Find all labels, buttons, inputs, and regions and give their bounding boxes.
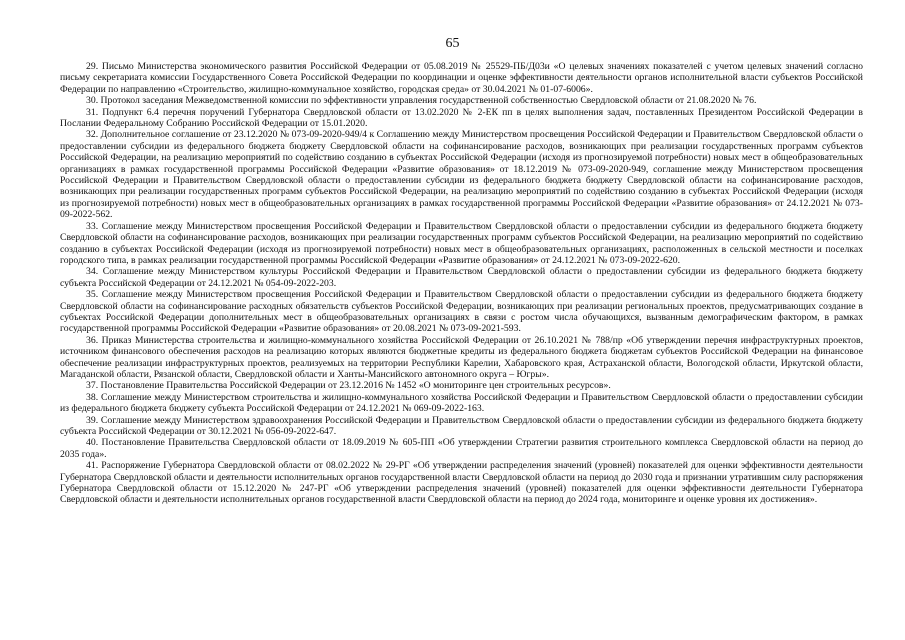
paragraph-40: 40. Постановление Правительства Свердловской области от 18.09.2019 № 605-ПП «Об утверждении Стратегии развития строительного комплекса Свердловской области на период до 2035 года». [60,437,863,460]
paragraph-29: 29. Письмо Министерства экономического развития Российской Федерации от 05.08.2019 № 25529-ПБ/Д03и «О целевых значениях показателей с учетом целевых значений согласно письму секретариата комиссии Государственного Совета Российской Федерации по координации и оценке эффективности деятельности органов исполнительной власти субъектов Российской Федерации по направлению «Строительство, жилищно-коммунальное хозяйство, городская среда» от 30.04.2021 № 01-07-6006». [60,61,863,95]
paragraph-30: 30. Протокол заседания Межведомственной комиссии по эффективности управления государственной собственностью Свердловской области от 21.08.2020 № 76. [86,95,757,107]
paragraph-32: 32. Дополнительное соглашение от 23.12.2020 № 073-09-2020-949/4 к Соглашению между Министерством просвещения Российской Федерации и Правительством Свердловской области о предоставлении субсидии из федерального бюджета бюджету Свердловской области на софинансирование расходов, возникающих при реализации государственных программ субъектов Российской Федерации, на реализацию мероприятий по содействию созданию в субъектах Российской Федерации (исходя из прогнозируемой потребности) новых мест в общеобразовательных организациях в рамках государственной программы Российской Федерации «Развитие образования» от 18.12.2019 № 073-09-2020-949, соглашение между Министерством просвещения Российской Федерации и Правительством Свердловской области о предоставлении субсидии из федерального бюджета бюджету Свердловской области на софинансирование расходов, возникающих при реализации государственных программ субъектов Российской Федерации, на реализацию мероприятий по содействию созданию в субъектах Российской Федерации (исходя из прогнозируемой потребности) новых мест в общеобразовательных организациях в рамках государственной программы Российской Федерации «Развитие образования» от 24.12.2021 № 073-09-2022-562. [60,129,863,221]
paragraph-38: 38. Соглашение между Министерством строительства и жилищно-коммунального хозяйства Российской Федерации и Правительством Свердловской области о предоставлении субсидии из федерального бюджета бюджету субъекта Российской Федерации от 24.12.2021 № 069-09-2022-163. [60,391,863,415]
paragraph-33: 33. Соглашение между Министерством просвещения Российской Федерации и Правительством Свердловской области о предоставлении субсидии из федерального бюджета бюджету Свердловской области на софинансирование расходов, возникающих при реализации государственных программ субъектов Российской Федерации, на реализацию мероприятий по содействию созданию в субъектах Российской Федерации (исходя из прогнозируемой потребности) новых мест в общеобразовательных организациях, расположенных в сельской местности и поселках городского типа, в рамках реализации государственной программы Российской Федерации «Развитие образования» от 24.12.2021 № 073-09-2022-620. [60,220,863,266]
paragraph-35: 35. Соглашение между Министерством просвещения Российской Федерации и Правительством Свердловской области о предоставлении субсидии из федерального бюджета бюджету Свердловской области на софинансирование расходных обязательств субъектов Российской Федерации, возникающих при реализации региональных проектов, предусматривающих создание в субъектах Российской Федерации дополнительных мест в общеобразовательных организациях в связи с ростом числа обучающихся, вызванным демографическим фактором, в рамках государственной программы Российской Федерации «Развитие образования» от 20.08.2021 № 073-09-2021-593. [60,289,863,335]
paragraph-34: 34. Соглашение между Министерством культуры Российской Федерации и Правительством Свердловской области о предоставлении субсидии из федерального бюджета бюджету субъекта Российской Федерации от 24.12.2021 № 054-09-2022-203. [60,266,863,289]
document-body [60,61,863,506]
paragraph-37: 37. Постановление Правительства Российской Федерации от 23.12.2016 № 1452 «О мониторинге цен строительных ресурсов». [86,380,611,392]
paragraph-31: 31. Подпункт 6.4 перечня поручений Губернатора Свердловской области от 13.02.2020 № 2-ЕК пп в целях выполнения задач, поставленных Президентом Российской Федерации в Послании Федеральному Собранию Российской Федерации от 15.01.2020. [60,106,863,130]
paragraph-39: 39. Соглашение между Министерством здравоохранения Российской Федерации и Правительством Свердловской области о предоставлении субсидии из федерального бюджета бюджету субъекта Российской Федерации от 30.12.2021 № 056-09-2022-647. [60,414,863,437]
page-number: 65 [445,36,460,51]
paragraph-36: 36. Приказ Министерства строительства и жилищно-коммунального хозяйства Российской Федерации от 26.10.2021 № 788/пр «Об утверждении перечня инфраструктурных проектов, источником финансового обеспечения расходов на реализацию которых являются бюджетные кредиты из федерального бюджета бюджетам субъектов Российской Федерации на финансовое обеспечение реализации инфраструктурных проектов, реализуемых на территории Республики Карелии, Хабаровского края, Астраханской области, Вологодской области, Иркутской области, Магаданской области, Рязанской области, Свердловской области и Ханты-Мансийского автономного округа – Югры». [60,334,863,380]
paragraph-41: 41. Распоряжение Губернатора Свердловской области от 08.02.2022 № 29-РГ «Об утверждении распределения значений (уровней) показателей для оценки эффективности деятельности Губернатора Свердловской области и деятельности исполнительных органов государственной власти Свердловской области на период до 2030 года и признании утратившим силу распоряжения Губернатора Свердловской области от 15.12.2020 № 247-РГ «Об утверждении распределения значений (уровней) показателей для оценки эффективности деятельности Губернатора Свердловской области и деятельности исполнительных органов государственной власти Свердловской области на период до 2024 года, мониторинге и оценке уровня их достижения». [60,460,863,506]
